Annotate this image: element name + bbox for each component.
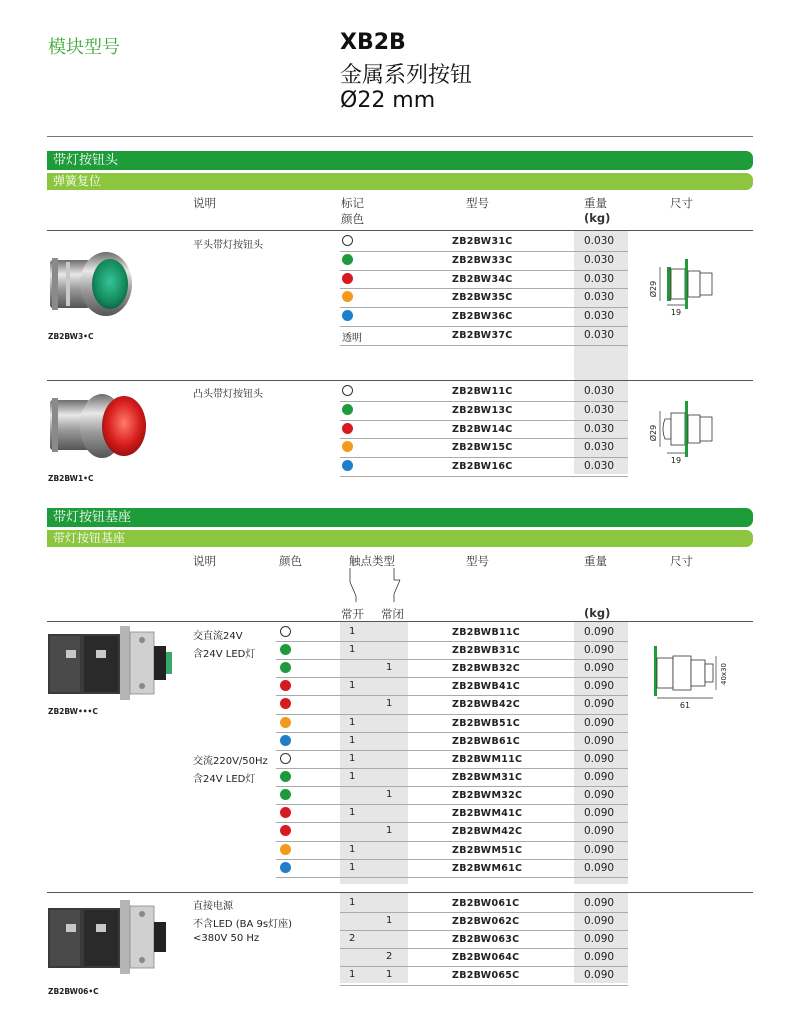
color-dot-icon (342, 273, 353, 284)
s2-nc-count: 1 (386, 698, 393, 710)
color-dot-icon (342, 404, 353, 415)
s1a-mark: 透明 (342, 333, 362, 344)
s2-row-line (276, 659, 628, 660)
s1a-weight: 0.030 (584, 272, 615, 285)
s2-col-model: 型号 (466, 554, 489, 568)
s2-model: ZB2BWB51C (452, 717, 521, 729)
s2-row-line (276, 732, 628, 733)
s2-weight: 0.090 (584, 753, 615, 765)
s1a-row-line (340, 270, 628, 271)
s2-group-separator (47, 892, 753, 893)
s2c-model: ZB2BW065C (452, 970, 520, 982)
model-label: 模块型号 (48, 37, 120, 58)
s1b-weight: 0.030 (584, 460, 615, 473)
color-dot-icon (280, 698, 291, 709)
s2a-desc2: 含24V LED灯 (193, 649, 256, 660)
s2-row-line (276, 822, 628, 823)
s2b-desc1: 交流220V/50Hz (193, 756, 268, 767)
s2c-nc-count: 2 (386, 951, 393, 963)
s1a-weight: 0.030 (584, 235, 615, 247)
s1a-model: ZB2BW31C (452, 236, 513, 247)
s2-row-line (276, 859, 628, 860)
s1a-row-line (340, 345, 628, 346)
s2-model: ZB2BWB11C (452, 627, 521, 638)
s1b-weight: 0.030 (584, 441, 615, 454)
s2-nc-count: 1 (386, 662, 393, 674)
s2-no-count: 1 (349, 771, 356, 783)
s2-no-count: 1 (349, 680, 356, 692)
s1-col-color: 颜色 (341, 212, 364, 226)
color-dot-icon (280, 717, 291, 728)
s1a-model: ZB2BW35C (452, 292, 513, 304)
svg-text:Ø29: Ø29 (649, 280, 658, 298)
s2-no-count: 1 (349, 626, 356, 637)
s1b-weight: 0.030 (584, 385, 615, 397)
s2-col-no: 常开 (341, 607, 364, 621)
s1b-row-line (340, 476, 628, 477)
s2-row-line (276, 804, 628, 805)
contact-symbol-icon (338, 566, 410, 604)
s2c-weight: 0.090 (584, 897, 615, 909)
product-subtitle: 金属系列按钮 (340, 63, 473, 88)
s2c-row-line (340, 966, 628, 967)
s2-col-weight-unit: (kg) (584, 606, 611, 620)
s1a-row-line (340, 326, 628, 327)
s2-weight: 0.090 (584, 771, 615, 784)
s2a-desc1: 交直流24V (193, 631, 243, 642)
s2-no-count: 1 (349, 716, 356, 728)
color-dot-icon (280, 644, 291, 655)
section2-subbar: 带灯按钮基座 (47, 530, 753, 547)
s2-model: ZB2BWB61C (452, 735, 521, 747)
s1a-weight: 0.030 (584, 329, 615, 341)
s2-col-contact: 触点类型 (349, 554, 395, 568)
s1b-model: ZB2BW13C (452, 404, 513, 416)
s1b-model: ZB2BW16C (452, 461, 513, 473)
s2-weight: 0.090 (584, 698, 615, 711)
s2-weight: 0.090 (584, 680, 615, 693)
s1a-weight: 0.030 (584, 291, 615, 304)
s1a-model: ZB2BW33C (452, 254, 513, 266)
s2c-row-line (340, 985, 628, 986)
svg-text:19: 19 (670, 456, 682, 465)
s2c-model: ZB2BW064C (452, 952, 520, 964)
s2-model: ZB2BWB31C (452, 645, 521, 657)
product-size: Ø22 mm (340, 88, 436, 113)
s2-row-line (276, 714, 628, 715)
s2-weight: 0.090 (584, 825, 615, 838)
s2c-no-count: 2 (349, 933, 356, 945)
s2-model: ZB2BWM42C (452, 826, 523, 838)
product-title: XB2B (340, 30, 406, 55)
s2c-nc-count: 1 (386, 915, 393, 927)
s2c-nc-count: 1 (386, 969, 393, 981)
s2-row-line (276, 641, 628, 642)
color-dot-icon (280, 807, 291, 818)
header-divider (47, 136, 753, 137)
s2-weight: 0.090 (584, 716, 615, 729)
color-dot-icon (280, 626, 291, 637)
s2-no-count: 1 (349, 644, 356, 656)
s2-weight: 0.090 (584, 644, 615, 657)
s2c-desc2: 不含LED (BA 9s灯座) (193, 919, 293, 930)
s2c-weight: 0.090 (584, 951, 615, 964)
s2-weight: 0.090 (584, 734, 615, 747)
red-pushbutton-photo (44, 388, 154, 468)
s1a-row-line (340, 251, 628, 252)
s2-row-line (276, 768, 628, 769)
color-dot-icon (342, 423, 353, 434)
s2-model: ZB2BWM61C (452, 862, 523, 874)
s2c-desc3: <380V 50 Hz (193, 933, 260, 944)
color-dot-icon (280, 825, 291, 836)
s1a-row-line (340, 307, 628, 308)
s1b-caption: ZB2BW1•C (48, 474, 94, 483)
color-dot-icon (342, 441, 353, 452)
s2-weight: 0.090 (584, 662, 615, 675)
s1-col-mark: 标记 (341, 196, 364, 210)
s1b-model: ZB2BW14C (452, 423, 513, 435)
led-base-photo (44, 622, 184, 704)
s2-model: ZB2BWB42C (452, 699, 521, 711)
s2-no-count: 1 (349, 861, 356, 873)
s1-group-separator (47, 380, 753, 381)
s2c-desc1: 直接电源 (193, 901, 233, 912)
s1a-dimension-drawing (647, 255, 737, 317)
s2c-row-line (340, 912, 628, 913)
s1a-desc: 平头带灯按钮头 (193, 240, 263, 251)
color-dot-icon (280, 771, 291, 782)
s2-col-nc: 常闭 (381, 607, 404, 621)
section2-bar: 带灯按钮基座 (47, 508, 753, 527)
s2c-caption: ZB2BW06•C (48, 987, 99, 996)
s2c-model: ZB2BW063C (452, 934, 520, 946)
s1-col-weight: 重量 (584, 196, 607, 210)
s2c-model: ZB2BW061C (452, 898, 520, 909)
section1-bar: 带灯按钮头 (47, 151, 753, 170)
s2-col-size: 尺寸 (670, 554, 693, 568)
direct-supply-base-photo (44, 896, 184, 978)
s1a-model: ZB2BW34C (452, 273, 513, 285)
color-dot-icon (280, 844, 291, 855)
color-dot-icon (280, 753, 291, 764)
color-dot-icon (280, 789, 291, 800)
s2c-no-count: 1 (349, 897, 356, 908)
s1b-model: ZB2BW15C (452, 442, 513, 454)
color-dot-icon (280, 680, 291, 691)
s2-weight: 0.090 (584, 843, 615, 856)
color-dot-icon (280, 862, 291, 873)
s1b-row-line (340, 401, 628, 402)
s1-col-size: 尺寸 (670, 196, 693, 210)
s1b-row-line (340, 438, 628, 439)
s1-col-desc: 说明 (193, 196, 216, 210)
s1a-model: ZB2BW36C (452, 311, 513, 323)
s1b-row-line (340, 457, 628, 458)
s2-nc-count: 1 (386, 789, 393, 801)
s2-model: ZB2BWM11C (452, 754, 523, 765)
s2-dim-h: 40x30 (720, 663, 728, 685)
s1-col-model: 型号 (466, 196, 489, 210)
s2-weight: 0.090 (584, 861, 615, 874)
green-pushbutton-photo (44, 248, 138, 320)
s1b-model: ZB2BW11C (452, 386, 513, 397)
svg-text:Ø29: Ø29 (649, 424, 658, 442)
s2c-no-count: 1 (349, 969, 356, 981)
s1b-desc: 凸头带灯按钮头 (193, 389, 263, 400)
color-dot-icon (342, 310, 353, 321)
s1-header-line (47, 230, 753, 231)
s1a-row-line (340, 288, 628, 289)
s2-model: ZB2BWB32C (452, 663, 521, 675)
s1b-dimension-drawing (647, 397, 737, 465)
color-dot-icon (342, 254, 353, 265)
s2c-weight: 0.090 (584, 915, 615, 928)
section1-subbar: 弹簧复位 (47, 173, 753, 190)
s2-weight: 0.090 (584, 626, 615, 638)
s2-model: ZB2BWM31C (452, 772, 523, 784)
color-dot-icon (280, 662, 291, 673)
s2b-desc2: 含24V LED灯 (193, 774, 256, 785)
s2-no-count: 1 (349, 753, 356, 764)
s2c-weight: 0.090 (584, 933, 615, 946)
s2c-row-line (340, 948, 628, 949)
s2-no-count: 1 (349, 843, 356, 855)
s2-col-color: 颜色 (279, 554, 302, 568)
s2c-row-line (340, 930, 628, 931)
s1b-weight: 0.030 (584, 422, 615, 435)
s2-row-line (276, 877, 628, 878)
s1a-model: ZB2BW37C (452, 330, 513, 341)
s2-weight: 0.090 (584, 807, 615, 820)
s2-row-line (276, 677, 628, 678)
s2c-model: ZB2BW062C (452, 916, 520, 928)
s1b-weight: 0.030 (584, 403, 615, 416)
color-dot-icon (342, 291, 353, 302)
s2-weight: 0.090 (584, 789, 615, 802)
color-dot-icon (342, 385, 353, 396)
s2a-caption: ZB2BW•••C (48, 707, 98, 716)
svg-text:19: 19 (670, 308, 682, 317)
s2-col-weight: 重量 (584, 554, 607, 568)
s2-no-count: 1 (349, 734, 356, 746)
color-dot-icon (342, 460, 353, 471)
s2-row-line (276, 786, 628, 787)
s2-model: ZB2BWB41C (452, 681, 521, 693)
s2-row-line (276, 841, 628, 842)
s2-nc-count: 1 (386, 825, 393, 837)
s1a-weight: 0.030 (584, 253, 615, 266)
s1b-row-line (340, 420, 628, 421)
s2c-weight: 0.090 (584, 969, 615, 982)
s2-model: ZB2BWM32C (452, 790, 523, 802)
s2-dim-w: 61 (679, 701, 691, 710)
s2-row-line (276, 695, 628, 696)
color-dot-icon (342, 235, 353, 246)
s2-dimension-drawing (640, 640, 740, 710)
s1a-caption: ZB2BW3•C (48, 332, 94, 341)
s2-model: ZB2BWM51C (452, 844, 523, 856)
s2-model: ZB2BWM41C (452, 808, 523, 820)
s1-col-weight-unit: (kg) (584, 211, 611, 225)
s2-no-count: 1 (349, 807, 356, 819)
s2-row-line (276, 750, 628, 751)
color-dot-icon (280, 735, 291, 746)
s1a-weight: 0.030 (584, 310, 615, 323)
s2-col-desc: 说明 (193, 554, 216, 568)
